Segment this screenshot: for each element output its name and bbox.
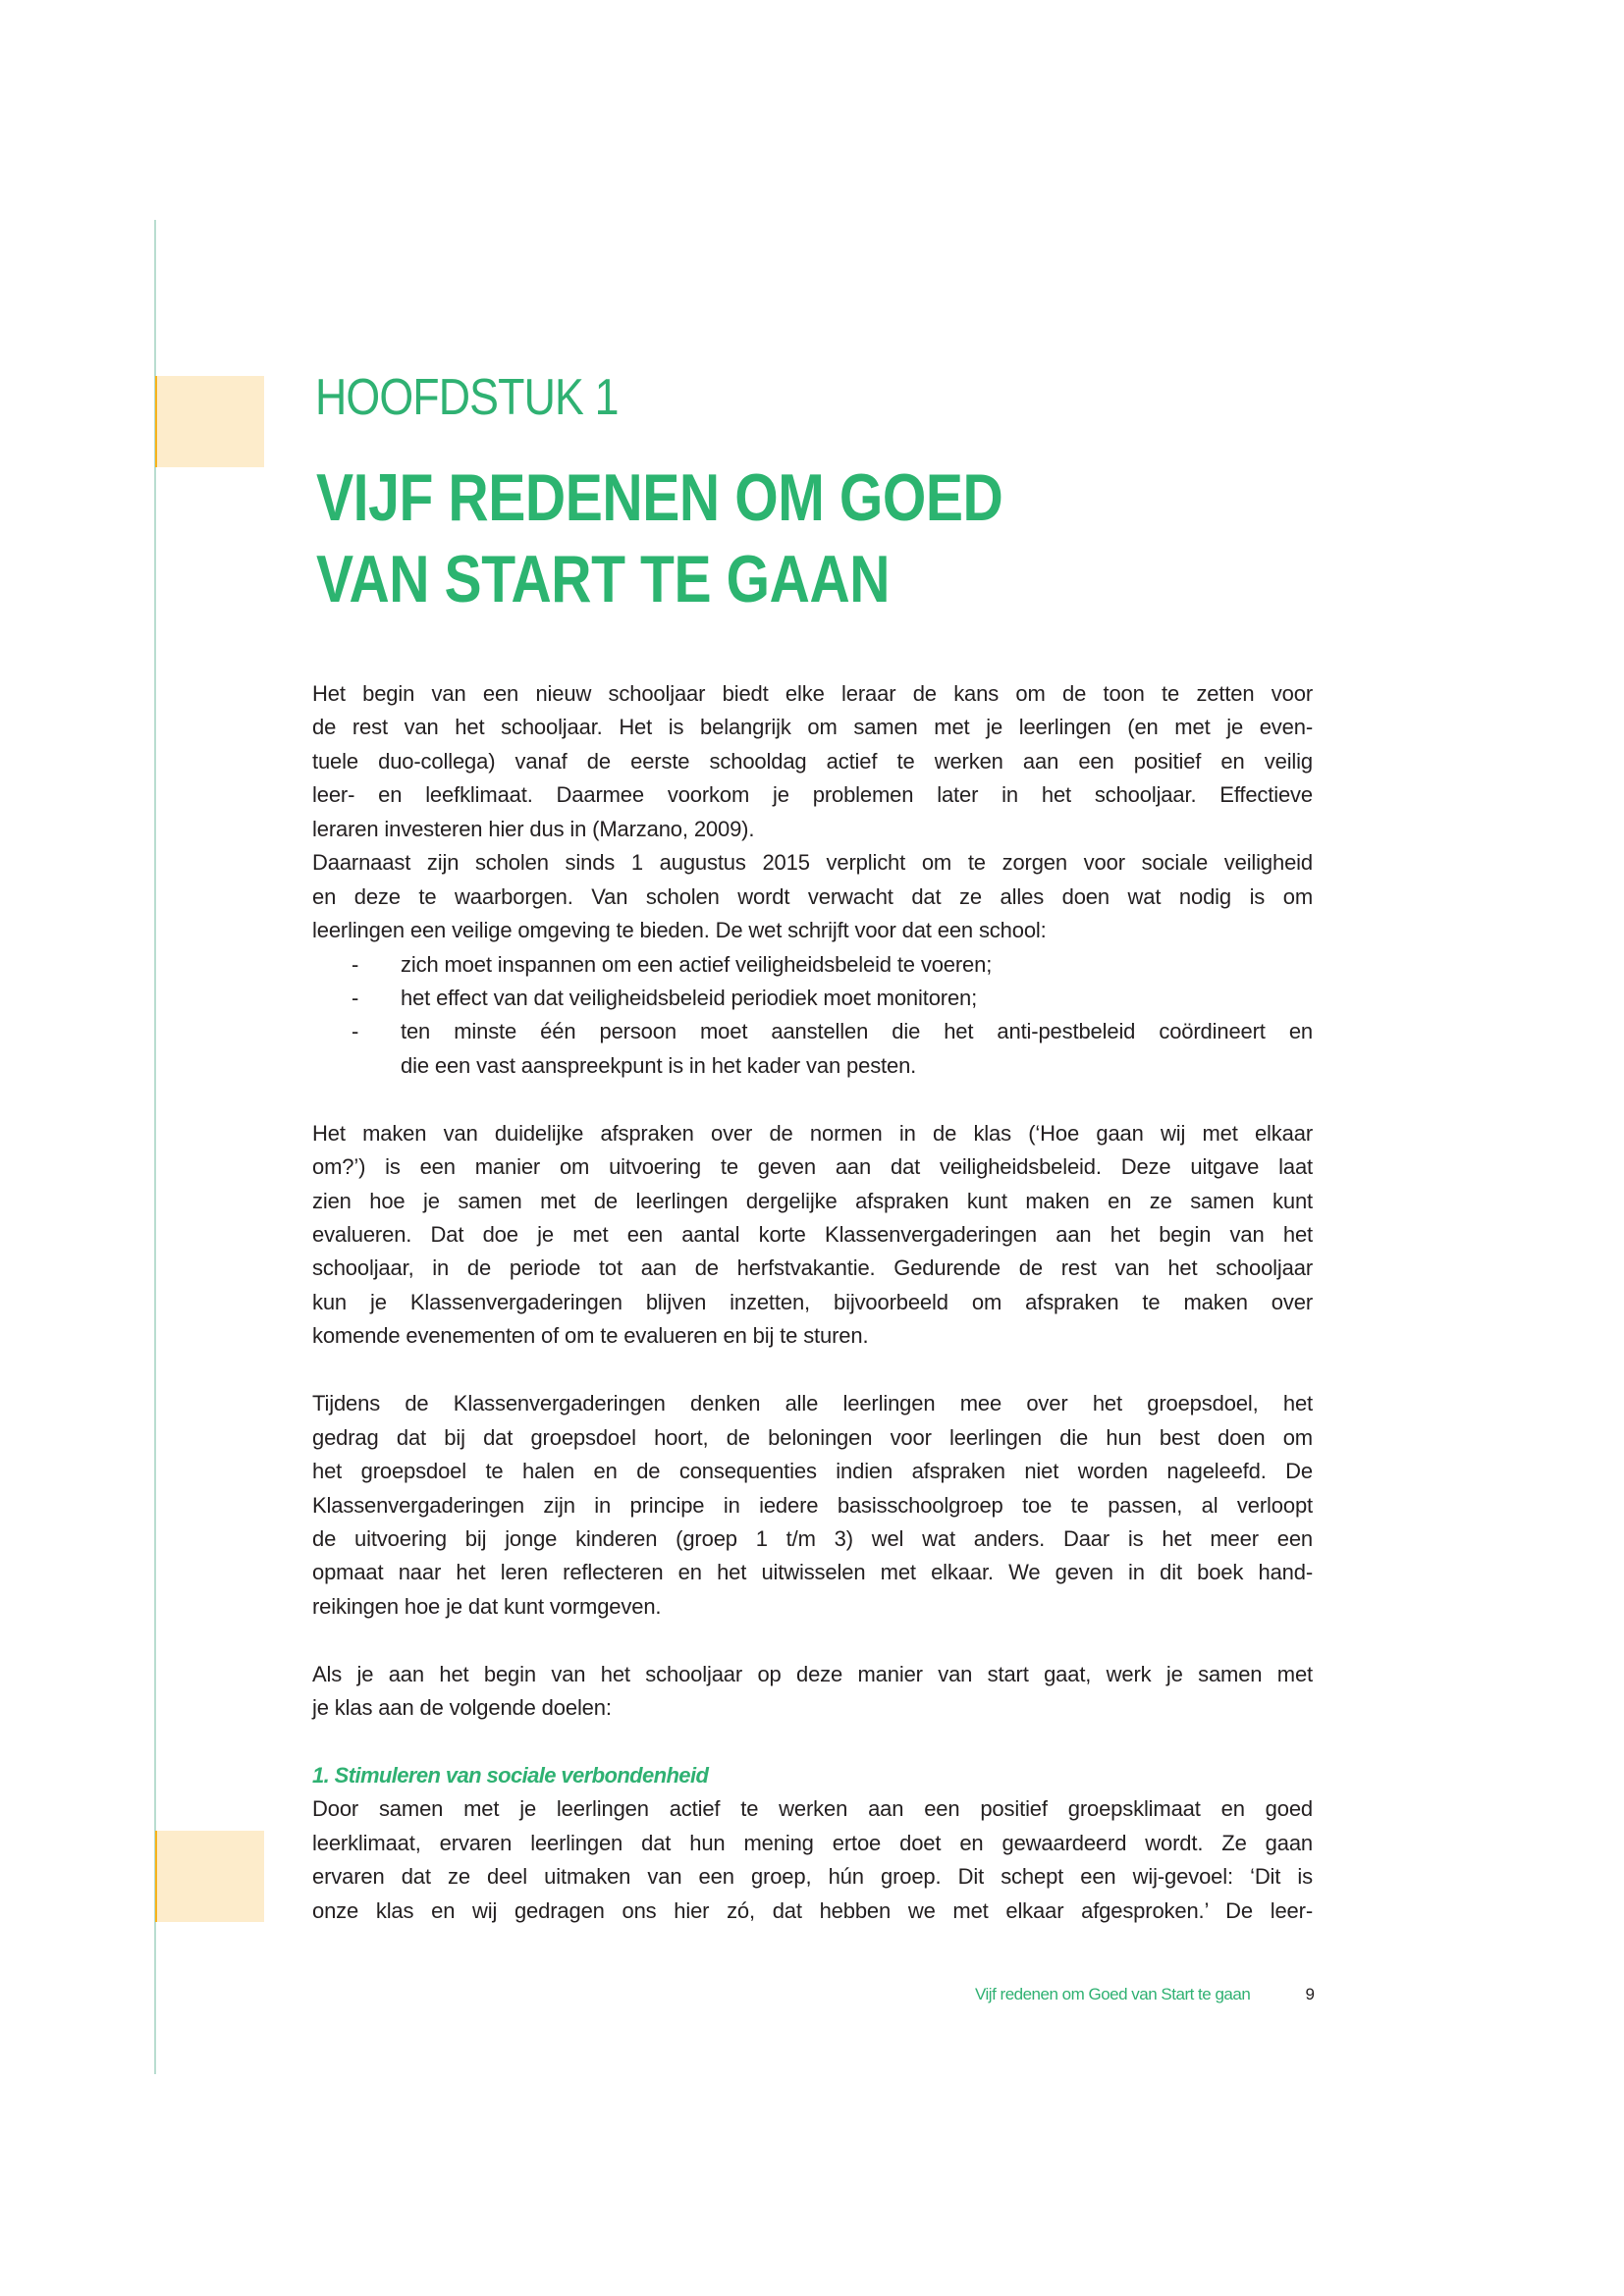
paragraph-gap — [312, 1083, 1313, 1116]
list-item — [312, 1015, 1313, 1048]
text-line: Daarnaast zijn scholen sinds 1 augustus 2015 verplicht om te zorgen voor sociale veiligheid — [312, 850, 1313, 876]
text-line: komende evenementen of om te evalueren en bij te sturen. — [312, 1323, 869, 1349]
text-line: Klassenvergaderingen zijn in principe in iedere basisschoolgroep toe te passen, al verloopt — [312, 1492, 1313, 1518]
text-line: gedrag dat bij dat groepsdoel hoort, de beloningen voor leerlingen die hun best doen om — [312, 1424, 1313, 1450]
chapter-title-line: VAN START TE GAAN — [316, 542, 891, 616]
paragraph-intro — [312, 677, 1313, 846]
paragraph-gap — [312, 1354, 1313, 1387]
requirements-list — [312, 948, 1313, 1084]
text-line: ervaren dat ze deel uitmaken van een groep, hún groep. Dit schept een wij-gevoel: ‘Dit is — [312, 1864, 1313, 1890]
body-text — [312, 677, 1313, 1928]
running-title: Vijf redenen om Goed van Start te gaan — [975, 1985, 1251, 2003]
text-line: reikingen hoe je dat kunt vormgeven. — [312, 1593, 662, 1619]
text-line: Tijdens de Klassenvergaderingen denken alle leerlingen mee over het groepsdoel, het — [312, 1391, 1313, 1416]
list-item-text: die een vast aanspreekpunt is in het kader van pesten. — [401, 1052, 917, 1078]
chapter-label: HOOFDSTUK 1 — [315, 369, 619, 426]
text-line: leerklimaat, ervaren leerlingen dat hun mening ertoe doet en gewaardeerd wordt. Ze gaan — [312, 1830, 1313, 1855]
text-line: Als je aan het begin van het schooljaar op deze manier van start gaat, werk je samen met — [312, 1661, 1313, 1686]
text-line: tuele duo-collega) vanaf de eerste schooldag actief te werken aan een positief en veilig — [312, 748, 1313, 774]
text-line: Het begin van een nieuw schooljaar biedt elke leraar de kans om de toon te zetten voor — [312, 681, 1313, 706]
text-line: evalueren. Dat doe je met een aantal korte Klassenvergaderingen aan het begin van het — [312, 1222, 1313, 1247]
text-line: opmaat naar het leren reflecteren en het uitwisselen met elkaar. We geven in dit boek hand- — [312, 1560, 1313, 1585]
paragraph-gap — [312, 1624, 1313, 1657]
text-line: onze klas en wij gedragen ons hier zó, dat hebben we met elkaar afgesproken.’ De leer- — [312, 1897, 1313, 1923]
chapter-tab-marker — [155, 376, 264, 467]
paragraph-connectedness — [312, 1792, 1313, 1928]
page-footer — [975, 1981, 1321, 2008]
text-line: de rest van het schooljaar. Het is belangrijk om samen met je leerlingen (en met je even- — [312, 715, 1313, 740]
list-item-continuation — [312, 1049, 1313, 1083]
text-line: leerlingen een veilige omgeving te bieden. De wet schrijft voor dat een school: — [312, 918, 1047, 943]
list-item-text: zich moet inspannen om een actief veiligheidsbeleid te voeren; — [401, 951, 993, 977]
list-dash: - — [352, 951, 359, 977]
text-line: en deze te waarborgen. Van scholen wordt verwacht dat ze alles doen wat nodig is om — [312, 883, 1313, 909]
text-line: om?’) is een manier om uitvoering te geven aan dat veiligheidsbeleid. Deze uitgave laat — [312, 1154, 1313, 1180]
text-line: schooljaar, in de periode tot aan de herfstvakantie. Gedurende de rest van het schooljaar — [312, 1255, 1313, 1281]
paragraph-agreements — [312, 1117, 1313, 1354]
chapter-title-line: VIJF REDENEN OM GOED — [316, 460, 1003, 535]
paragraph-meetings — [312, 1387, 1313, 1624]
text-line: je klas aan de volgende doelen: — [312, 1695, 612, 1721]
text-line: het groepsdoel te halen en de consequenties indien afspraken niet worden nageleefd. De — [312, 1459, 1313, 1484]
text-line: kun je Klassenvergaderingen blijven inzetten, bijvoorbeeld om afspraken te maken over — [312, 1289, 1313, 1314]
list-item — [312, 982, 1313, 1015]
paragraph-law — [312, 846, 1313, 947]
text-line: leraren investeren hier dus in (Marzano, 2009). — [312, 816, 755, 841]
paragraph-gap — [312, 1726, 1313, 1759]
page-number: 9 — [1305, 1985, 1315, 2003]
list-item-text: ten minste één persoon moet aanstellen die het anti-pestbeleid coördineert en — [401, 1019, 1313, 1044]
margin-rule — [154, 220, 156, 2074]
list-dash: - — [352, 985, 359, 1010]
list-dash: - — [352, 1019, 359, 1044]
text-line: leer- en leefklimaat. Daarmee voorkom je problemen later in het schooljaar. Effectieve — [312, 782, 1313, 808]
section-subheading: 1. Stimuleren van sociale verbondenheid — [312, 1763, 709, 1788]
text-line: zien hoe je samen met de leerlingen dergelijke afspraken kunt maken en ze samen kunt — [312, 1188, 1313, 1213]
list-item — [312, 948, 1313, 982]
list-item-text: het effect van dat veiligheidsbeleid periodiek moet monitoren; — [401, 985, 978, 1010]
chapter-title — [316, 457, 1002, 620]
text-line: de uitvoering bij jonge kinderen (groep 1 t/m 3) wel wat anders. Daar is het meer een — [312, 1525, 1313, 1551]
section-tab-marker — [155, 1831, 264, 1922]
text-line: Het maken van duidelijke afspraken over de normen in de klas (‘Hoe gaan wij met elkaar — [312, 1120, 1313, 1146]
text-line: Door samen met je leerlingen actief te werken aan een positief groepsklimaat en goed — [312, 1796, 1313, 1822]
paragraph-goals-intro — [312, 1658, 1313, 1726]
